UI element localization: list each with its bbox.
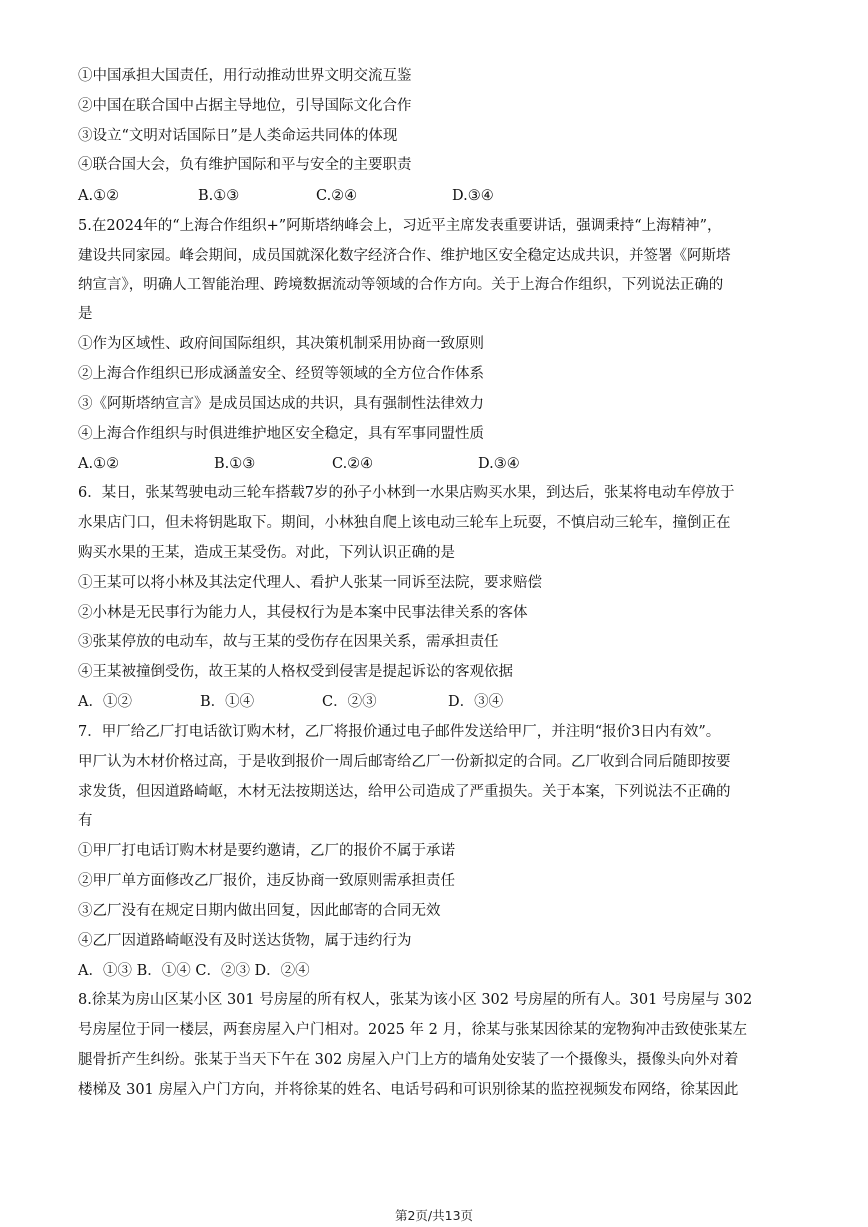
q7-stem-line-4: 有 xyxy=(78,813,93,829)
q4-option-c: C.②④ xyxy=(316,188,358,204)
q7-stem-line-2: 甲厂认为木材价格过高，于是收到报价一周后邮寄给乙厂一份新拟定的合同。乙厂收到合同后随即按要 xyxy=(78,754,731,770)
q7-item-2: ②甲厂单方面修改乙厂报价，违反协商一致原则需承担责任 xyxy=(78,873,455,889)
q6-option-a: A．①② xyxy=(78,694,132,710)
q6-option-b: B．①④ xyxy=(200,694,255,710)
q6-option-d: D．③④ xyxy=(448,694,504,710)
q5-option-c: C.②④ xyxy=(332,456,374,472)
q5-item-2: ②上海合作组织已形成涵盖安全、经贸等领域的全方位合作体系 xyxy=(78,366,484,382)
q5-stem-line-2: 建设共同家园。峰会期间，成员国就深化数字经济合作、维护地区安全稳定达成共识，并签署《阿斯塔 xyxy=(78,248,731,264)
q4-item-4: ④联合国大会，负有维护国际和平与安全的主要职责 xyxy=(78,157,412,173)
q5-item-4: ④上海合作组织与时俱进维护地区安全稳定，具有军事同盟性质 xyxy=(78,426,484,442)
q6-stem-line-1: 6．某日，张某驾驶电动三轮车搭载7岁的孙子小林到一水果店购买水果，到达后，张某将电动车停放于 xyxy=(78,485,735,501)
q6-stem-line-3: 购买水果的王某，造成王某受伤。对此，下列认识正确的是 xyxy=(78,545,455,561)
q4-item-2: ②中国在联合国中占据主导地位，引导国际文化合作 xyxy=(78,98,412,114)
q6-item-4: ④王某被撞倒受伤，故王某的人格权受到侵害是提起诉讼的客观依据 xyxy=(78,664,513,680)
q8-stem-line-3: 腿骨折产生纠纷。张某于当天下午在 302 房屋入户门上方的墙角处安装了一个摄像头，摄像头向外对着 xyxy=(78,1052,739,1068)
q8-stem-line-4: 楼梯及 301 房屋入户门方向，并将徐某的姓名、电话号码和可识别徐某的监控视频发布网络，徐某因此 xyxy=(78,1082,739,1098)
q5-option-b: B.①③ xyxy=(214,456,256,472)
q5-stem-line-1: 5.在2024年的“上海合作组织+”阿斯塔纳峰会上，习近平主席发表重要讲话，强调秉持“上海精神”， xyxy=(78,218,722,234)
q6-item-1: ①王某可以将小林及其法定代理人、看护人张某一同诉至法院，要求赔偿 xyxy=(78,575,542,591)
q8-stem-line-1: 8.徐某为房山区某小区 301 号房屋的所有权人，张某为该小区 302 号房屋的所有人。301 号房屋与 302 xyxy=(78,992,753,1008)
q7-item-4: ④乙厂因道路崎岖没有及时送达货物，属于违约行为 xyxy=(78,933,412,949)
q6-item-2: ②小林是无民事行为能力人，其侵权行为是本案中民事法律关系的客体 xyxy=(78,605,528,621)
q8-stem-line-2: 号房屋位于同一楼层，两套房屋入户门相对。2025 年 2 月，徐某与张某因徐某的宠物狗冲击致使张某左 xyxy=(78,1022,747,1038)
q4-item-1: ①中国承担大国责任，用行动推动世界文明交流互鉴 xyxy=(78,68,412,84)
q4-item-3: ③设立“文明对话国际日”是人类命运共同体的体现 xyxy=(78,128,398,144)
q5-stem-line-4: 是 xyxy=(78,306,93,322)
q7-item-3: ③乙厂没有在规定日期内做出回复，因此邮寄的合同无效 xyxy=(78,903,441,919)
q6-option-c: C．②③ xyxy=(322,694,377,710)
q4-option-a: A.①② xyxy=(78,188,120,204)
q7-stem-line-3: 求发货，但因道路崎岖，木材无法按期送达，给甲公司造成了严重损失。关于本案，下列说法不正确的 xyxy=(78,784,731,800)
q5-stem-line-3: 纳宣言》，明确人工智能治理、跨境数据流动等领域的合作方向。关于上海合作组织，下列说法正确的 xyxy=(78,277,724,293)
page-number-footer: 第2页/共13页 xyxy=(394,1208,474,1223)
q7-options: A．①③ B．①④ C．②③ D．②④ xyxy=(78,963,310,979)
q5-option-d: D.③④ xyxy=(478,456,520,472)
q4-option-d: D.③④ xyxy=(452,188,494,204)
q7-stem-line-1: 7．甲厂给乙厂打电话欲订购木材，乙厂将报价通过电子邮件发送给甲厂，并注明“报价3日内有效”。 xyxy=(78,724,721,740)
q5-item-1: ①作为区域性、政府间国际组织，其决策机制采用协商一致原则 xyxy=(78,336,484,352)
q5-option-a: A.①② xyxy=(78,456,120,472)
q4-option-b: B.①③ xyxy=(198,188,240,204)
q6-item-3: ③张某停放的电动车，故与王某的受伤存在因果关系，需承担责任 xyxy=(78,634,499,650)
q5-item-3: ③《阿斯塔纳宣言》是成员国达成的共识，具有强制性法律效力 xyxy=(78,396,484,412)
q6-stem-line-2: 水果店门口，但未将钥匙取下。期间，小林独自爬上该电动三轮车上玩耍，不慎启动三轮车，撞倒正在 xyxy=(78,515,731,531)
q7-item-1: ①甲厂打电话订购木材是要约邀请，乙厂的报价不属于承诺 xyxy=(78,843,455,859)
